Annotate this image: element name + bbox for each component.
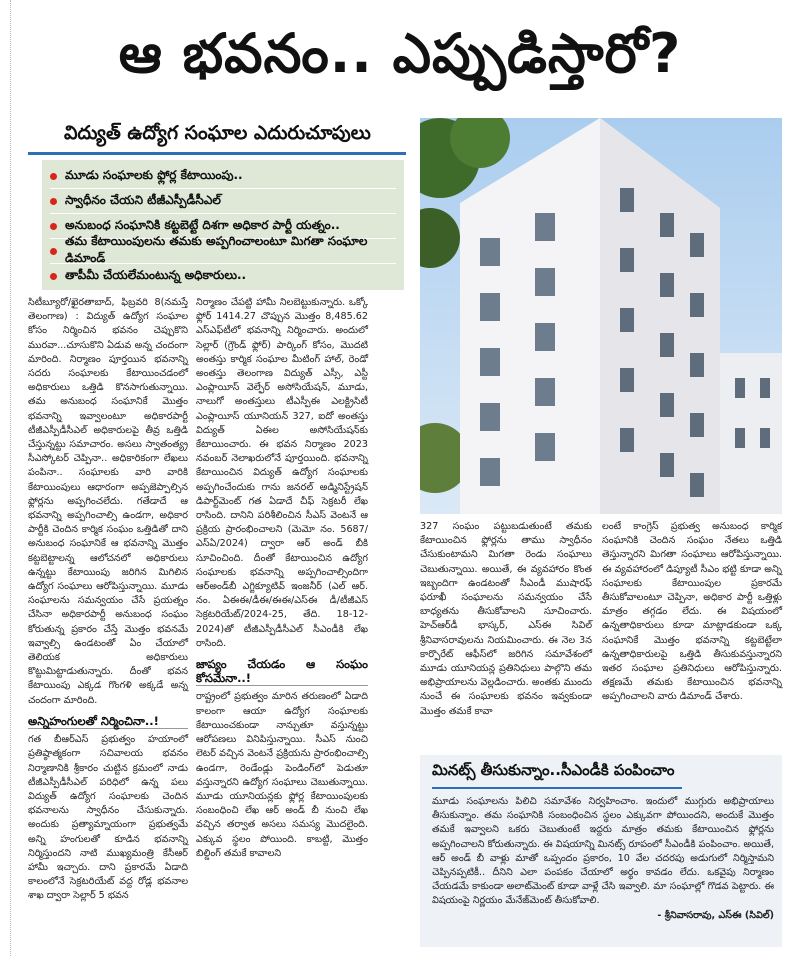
article-column-2: [196, 296, 368, 861]
article-paragraph: 327 సంఘం పట్టుబడుతుంటే తమకు కేటాయించిన ఫ్లోర్లను తాము స్వాధీనం చేసుకుంటామని మిగతా రెండు సంఘాలు చెబుతున్నాయి. అయితే, ఈ వ్యవహారం కొంత ఇబ్బందిగా ఉండటంతో సీఎండీ ముషారఫ్‌ ఫరూఖీ సంఘాలను సమన్వయం చేసే బాధ్యతను తీసుకోవాలని సూచించారు. హెచ్‌ఆర్‌డీ భాస్కర్‌, ఎస్‌ఈ సివిల్‌ శ్రీనివాసరావులను నియమించారు. ఈ నెల 3న కార్పొరేట్‌ ఆఫీస్‌లో జరిగిన సమావేశంలో మూడు యూనియన్ల ప్రతినిధులు పాల్గొని తమ అభిప్రాయాలను వెల్లడించారు. అంతకు ముందు నుంచే ఈ సంఘాలకు భవనం ఇవ్వకుండా మొత్తం తమకే కావా: [420, 521, 592, 717]
section-heading: జాప్యం చేయడం ఆ సంఘం కోసమేనా..!: [196, 657, 368, 686]
bullet-item: స్వాధీనం చేయని టీజీఎస్పీడీసీఎల్‌: [50, 189, 396, 214]
bullet-item: మూడు సంఘాలకు ఫ్లోర్ల కేటాయింపు..: [50, 164, 396, 189]
quote-box-body: [420, 789, 782, 923]
article-column-1: [28, 296, 188, 904]
building-photo: [420, 118, 782, 514]
article-column-4: [602, 520, 782, 705]
quote-text: మూడు సంఘాలను పిలిచి సమావేశం నిర్వహించాం. ఇందులో ముగ్గురు అభిప్రాయాలు తీసుకున్నాం. తమ సంఘానికి సంబంధించిన స్థలం ఎక్కువగా పోయిందని, అందుకే మొత్తం తమకే ఇవ్వాలని ఒకరు చెబుతుంటే ఇద్దరు మాత్రం తమకు కేటాయించిన ఫ్లోర్లను అప్పగించాలని కోరుతున్నారు. ఈ విషయాన్ని మినట్స్‌ రూపంలో సీఎండీకి పంపించాం. అయితే, ఆర్‌ అండ్‌ బీ వాళ్లు మాతో ఒప్పందం ప్రకారం, 10 వేల చదరపు అడుగులో నిర్మిస్తామని చెప్పినప్పటికీ.. దీనిని ఎలా పంపకం చేయాలో అర్థం కావడం లేదు. ఒకవైపు నిర్మాణం చేయడమే కాకుండా అలాట్‌మెంట్‌ కూడా వాళ్లే చేసి ఇవ్వాలి. మా సంఘాల్లో గొడవ పెట్టారు. ఈ విషయంపై నిర్ణయం మేనేజ్‌మెంట్‌ తీసుకోవాలి.: [432, 796, 774, 907]
quote-box-title: మినట్స్‌ తీసుకున్నాం..సీఎండీకి పంపించాం: [432, 761, 682, 789]
article-paragraph: లంటే కాంగ్రెస్‌ ప్రభుత్వ అనుబంధ కార్మిక సంఘానికి చెందిన సంఘం నేతలు ఒత్తిడి తెస్తున్నారని మిగతా సంఘాలు ఆరోపిస్తున్నాయి. ఈ వ్యవహారంలో డిప్యూటీ సీఎం భట్టి కూడా అన్ని సంఘాలకు కేటాయింపుల ప్రకారమే తీసుకోవాలంటూ చెప్పినా, అధికార పార్టీ ఒత్తిళ్లు మాత్రం తగ్గడం లేదు. ఈ విషయంలో ఉన్నతాధికారులు కూడా మాట్లాడకుండా ఒక్క సంఘానికే మొత్తం భవనాన్ని కట్టబెట్టేలా ఉన్నతాధికారులపై ఒత్తిడి తీసుకువస్తున్నారని ఇతర సంఘాల ప్రతినిధులు ఆరోపిస్తున్నారు. తక్షణమే తమకు కేటాయించిన భవనాన్ని అప్పగించాలని వారు డిమాండ్‌ చేశారు.: [602, 521, 782, 703]
quote-signature: - శ్రీనివాసరావు, ఎస్‌ఈ (సివిల్‌): [657, 909, 774, 921]
bullet-dot-icon: [50, 173, 57, 180]
bullet-list: [42, 160, 404, 290]
bullet-dot-icon: [50, 273, 57, 280]
article-paragraph: గత బీఆర్‌ఎస్‌ ప్రభుత్వం హయాంలో ప్రతిష్ఠాత్మకంగా సచివాలయ భవనం నిర్మాణానికి శ్రీకారం చుట్టిన క్రమంలో నాడు టీజీఎస్పీడీసీఎల్‌ పరిధిలో ఉన్న పలు విద్యుత్‌ ఉద్యోగ సంఘాలకు చెందిన భవనాలను స్వాధీనం చేసుకున్నారు. అందుకు ప్రత్యామ్నాయంగా ప్రభుత్వమే అన్ని హంగులతో కూడిన భవనాన్ని నిర్మిస్తుందని నాటి ముఖ్యమంత్రి కేసీఆర్‌ హామీ ఇచ్చారు. దాని ప్రకారమే ఏడాది కాలంలోనే సెక్రటరియేట్‌ వద్ద రోడ్ల భవనాల శాఖ ద్వారా సెల్లార్‌ 5 భవన: [28, 734, 188, 902]
bullet-dot-icon: [50, 198, 57, 205]
building-illustration: [420, 118, 782, 514]
subheadline-bar: [28, 118, 406, 155]
article-paragraph: రాష్ట్రంలో ప్రభుత్వం మారిన తరుణంలో ఏడాది కాలంగా ఆయా ఉద్యోగ సంఘాలకు కేటాయించకుండా నాన్చుతూ వస్తున్నట్టు ఆరోపణలు వినిపిస్తున్నాయి. సీఎస్‌ నుంచి లెటర్‌ వచ్చిన వెంటనే ప్రక్రియను ప్రారంభించాల్సి ఉండగా, రెండేండ్లు పెండింగ్‌లో పెడుతూ వస్తున్నారని ఉద్యోగ సంఘాలు చెబుతున్నాయి. మూడు యూనియన్లకు ఫ్లోర్ల కేటాయింపులకు సంబంధించి లేఖ ఆర్‌ అండ్‌ బీ నుంచి లేఖ వచ్చిన తర్వాత అసలు సమస్య మొదలైంది. ఎక్కువ స్థలం పోయింది. కాబట్టి, మొత్తం బిల్డింగ్‌ తమకే కావాలని: [196, 691, 368, 859]
article-column-3: [420, 520, 592, 719]
bullet-item: తాపీమీ చేయలేమంటున్న అధికారులు..: [50, 264, 396, 288]
bullet-item: తమ కేటాయింపులను తమకు అప్పగించాలంటూ మిగతా సంఘాల డిమాండ్‌: [50, 239, 396, 264]
bullet-dot-icon: [50, 248, 57, 255]
headline: ఆ భవనం.. ఎప్పుడిస్తారో?: [118, 21, 682, 85]
bullet-dot-icon: [50, 223, 57, 230]
page-margin-strip: [0, 0, 11, 956]
bullet-item: అనుబంధ సంఘానికి కట్టబెట్టే దిశగా అధికార పార్టీ యత్నం..: [50, 214, 396, 239]
section-heading: అన్నిహంగులతో నిర్మించినా..!: [28, 714, 188, 729]
subheadline: విద్యుత్‌ ఉద్యోగ సంఘాల ఎదురుచూపులు: [64, 121, 371, 144]
article-paragraph: సిటీబ్యూరో/ఖైరతాబాద్‌, ఫిబ్రవరి 8(నమస్తే తెలంగాణ) : విద్యుత్‌ ఉద్యోగ సంఘాల కోసం నిర్మించిన భవనం చెప్పుకొని మురవా...చూసుకొని ఏడువ అన్న చందంగా మారింది. నిర్మాణం పూర్తయిన భవనాన్ని సదరు సంఘాలకు కేటాయించడంలో అధికారులు ఒత్తిడి కొనసాగుతున్నాయి. తమ అనుబంధ సంఘానికే మొత్తం భవనాన్ని ఇవ్వాలంటూ అధికారపార్టీ టీజీఎస్పీడీసీఎల్‌ అధికారులపై తీవ్ర ఒత్తిడి చేస్తున్నట్టు సమాచారం. అసలు స్వాతంత్య్ర సీఎస్కోటర్‌ చెప్పినా.. అధికారికంగా లేఖలు పంపినా.. సంఘాలకు వారి వారికి కేటాయింపులు ఆధారంగా అప్పజెప్పాల్సిన ఫ్లోర్లను అప్పగించలేదు. గతేడాదే ఆ భవనాన్ని అప్పగించాల్సి ఉండగా, అధికార పార్టీకి చెందిన కార్మిక సంఘం ఒత్తిడితో దాని అనుబంధ సంఘానికే ఆ భవనాన్ని మొత్తం కట్టబెట్టాలన్న ఆలోచనలో అధికారులు ఉన్నట్టు కేటాయింపు జరిగిన మిగిలిన ఉద్యోగ సంఘాలు ఆరోపిస్తున్నాయి. మూడు సంఘాలను సమన్వయం చేసే ప్రయత్నం చేసినా అధికారపార్టీ అనుబంధ సంఘం కోరుతున్న ప్రకారం చేస్తే మొత్తం భవనమే ఇవ్వాల్సి ఉండటంతో ఏం చేయాలో తెలియక అధికారులు కొట్టుమిట్టాడుతున్నారు. దీంతో భవన కేటాయింపు ఎక్కడ గొంగళి అక్కడే అన్న చందంగా మారింది.: [28, 297, 188, 706]
quote-box: [420, 755, 782, 947]
article-paragraph: నిర్మాణం చేపట్టి హామీ నిలబెట్టుకున్నారు. ఒక్కో ఫ్లోర్‌ 1414.27 చొప్పున మొత్తం 8,485.62 ఎస్‌ఎఫ్‌టీలో భవనాన్ని నిర్మించారు. అందులో సెల్లార్‌ (గ్రౌండ్‌ ఫ్లోర్‌) పార్కింగ్‌ కోసం, మొదటి అంతస్తు కార్మిక సంఘాల మీటింగ్‌ హాల్‌, రెండో అంతస్తు తెలంగాణ విద్యుత్‌ ఎస్సీ, ఎస్టీ ఎంప్లాయీస్‌ వెల్ఫేర్‌ అసోసియేషన్‌, మూడు, నాలుగో అంతస్తులు టీఎస్పీఈ ఎలక్ట్రిసిటీ ఎంప్లాయీస్‌ యూనియన్‌ 327, ఐదో అంతస్తు విద్యుత్‌ ఏఈల అసోసియేషన్‌కు కేటాయించారు. ఈ భవన నిర్మాణం 2023 నవంబర్‌ నెలాఖరులోనే పూర్తయింది. భవనాన్ని కేటాయించిన విద్యుత్‌ ఉద్యోగ సంఘాలకు అప్పగించేందుకు గాను జనరల్‌ అడ్మినిస్ట్రేషన్‌ డిపార్ట్‌మెంట్‌ గత ఏడాదే చీఫ్‌ సెక్రటరీ లేఖ రాసింది. దానిని పరిశీలించిన సీఎస్‌ వెంటనే ఆ ప్రక్రియ ప్రారంభించాలని (మెమో నం. 5687/ఎస్‌ఏ/2024) ద్వారా ఆర్‌ అండ్‌ బీకి సూచించింది. దీంతో కేటాయించిన ఉద్యోగ సంఘాలకు భవనాన్ని అప్పగించాల్సిందిగా ఆర్‌అండ్‌బీ ఎగ్జిక్యూటివ్‌ ఇంజనీర్‌ (ఎల్‌ ఆర్‌. నం. ఏఈఈ/డీఈ/ఈఈ/ఎస్‌ఈ డీ/టీజీఎస్‌ సెక్రటరియేట్‌/2024-25, తేది. 18-12-2024)తో టీజీఎస్పీడీసీఎల్‌ సీఎండీకి లేఖ రాసింది.: [196, 297, 368, 649]
